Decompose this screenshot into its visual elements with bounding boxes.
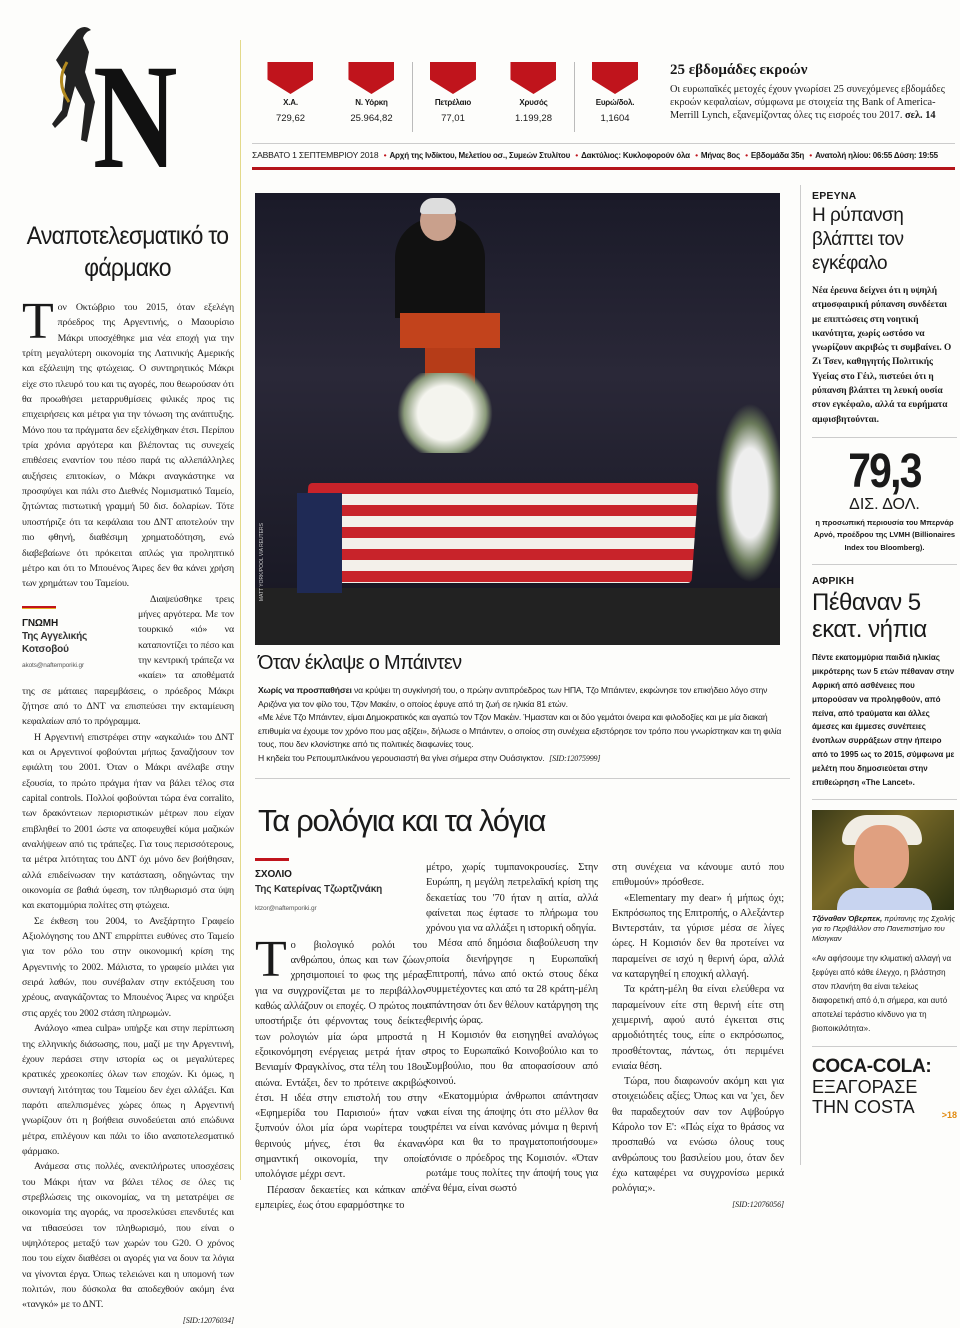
quote: «Αν αφήσουμε την κλιματική αλλαγή να ξεφύγει από κάθε έλεγχο, η βλάστηση στον πλανήτη θα είναι τελείως διαφορετική από ό,τι σήμερα, και αυτό αποτελεί τεράστιο κίνδυνο για τη βιοποικιλότητα». <box>812 954 952 1034</box>
ticker-ase: Χ.Α. 729,62 <box>250 62 331 132</box>
newspaper-logo: N <box>45 22 170 197</box>
story-id: [SID:12075999] <box>549 753 601 763</box>
article-headline: Αναποτελεσματικό το φάρμακο <box>26 222 229 282</box>
down-arrow-icon <box>348 62 394 94</box>
ticker-new-york: Ν. Υόρκη 25.964,82 <box>331 62 412 132</box>
caption-title: Όταν έκλαψε ο Μπάιντεν <box>258 652 462 674</box>
brief-title: 25 εβδομάδες εκροών <box>670 62 808 78</box>
story-id: [SID:12076056] <box>732 1199 784 1209</box>
brief-text: Οι ευρωπαϊκές μετοχές έχουν γνωρίσει 25 συνεχόμενες εβδομάδες εκροών κεφαλαίων, σύμφωνα με στοιχεία της Bank of America-Merrill Lynch, εξανεμίζοντας όλες τις εισροές του 2017. σελ. 14 <box>670 84 945 121</box>
divider <box>255 778 790 779</box>
opinion-byline: ΓΝΩΜΗ Της Αγγελικής Κοτσοβού akots@naftemporiki.gr <box>22 606 130 672</box>
sidebar-briefs: ΕΡΕΥΝΑ Η ρύπανση βλάπτει τον εγκέφαλο Νέα έρευνα δείχνει ότι η υψηλή ατμοσφαιρική ρύπανση συνδέεται με επιπτώσεις στη νοητική ικανότητα, χωρίς ωστόσο να γνωρίζουν ακριβώς τι συμβαίνει. Ο Ζι Τσεν, καθηγητής Πολιτικής Υγείας στο Γέιλ, πιστεύει ότι η ρύπανση βλάπτει τη λευκή ουσία στον εγκέφαλο, αλλά τα ευρήματα αμφισβητούνται. 79,3 ΔΙΣ. ΔΟΛ. η προσωπική περιουσία του Μπερνάρ Αρνό, προέδρου της LVMH (Billionaires Index του Bloomberg). ΑΦΡΙΚΗ Πέθαναν 5 εκατ. νήπια Πέντε εκατομμύρια παιδιά ηλικίας μικρότερης των 5 ετών πέθαναν στην Αφρική από ασθένειες που μπορούσαν να προληφθούν, από πείνα, από τραύματα και άλλες άμεσες και έμμεσες συνέπειες ένοπλων συρράξεων στην ήπειρο από το 1995 ως το 2015, σύμφωνα με μελέτη που δημοσιεύεται στην επιθεώρηση «The Lancet». Τζόναθαν Όβερπεκ, πρύτανης της Σχολής για το Περιβάλλον στο Πανεπιστήμιο του Μίσιγκαν «Αν αφήσουμε την κλιματική αλλαγή να ξεφύγει από κάθε έλεγχο, η βλάστηση στον πλανήτη θα είναι τελείως διαφορετική από ό,τι σήμερα, και αυτό αποτελεί τεράστιο κίνδυνο για τη βιοποικιλότητα». COCA-COLA: ΕΞΑΓΟΡΑΣΕ ΤΗΝ COSTA >18 <box>812 190 957 1125</box>
article-column-2: μέτρο, χωρίς τυμπανοκρουσίες. Στην Ευρώπη, η μεγάλη πετρελαϊκή κρίση της δεκαετίας του '70 ήταν η αιτία, αλλά φαίνεται πως έφτασε το πλήρωμα του χρόνου για να αλλάξει η ιστορική οδηγία. Μέσα από δημόσια διαβούλευση την οποία διενήργησε η Ευρωπαϊκή Επιτροπή, πάνω από οκτώ στους δέκα συμμετέχοντες και από τα 28 κράτη-μέλη απάντησαν ότι δεν θέλουν κατάργηση της θερινής ώρας. Η Κομισιόν θα εισηγηθεί αναλόγως προς το Ευρωπαϊκό Κοινοβούλιο και το Συμβούλιο, που θα αποφασίσουν από κοινού. «Εκατομμύρια άνθρωποι απάντησαν και είναι της άποψης ότι στο μέλλον θα πρέπει να είναι κανόνας μόνιμα η θερινή ώρα και θα το πραγματοποιήσουμε» τόνισε ο πρόεδρος της Κομισιόν. «Όταν ρωτάμε τους πολίτες την άποψή τους για ένα θέμα, είναι σωστό <box>426 862 598 1195</box>
stat-number: 79,3 <box>848 444 921 498</box>
ticker-oil: Πετρέλαιο 77,01 <box>412 62 493 132</box>
article-body: Τον Οκτώβριο του 2015, όταν εξελέγη πρόεδρος της Αργεντινής, ο Μαουρίσιο Μάκρι υποσχέθηκε μια νέα εποχή για την τρίτη μεγαλύτερη οικονομία της Λατινικής Αμερικής και εξάλειψη της φτώχειας. Ο συντηρητικός Μάκρι είχε στο πλευρό του και τις αγορές, που θεωρούσαν ότι θα προωθήσει μεταρρυθμίσεις φιλικές προς τις επιχειρήσεις και μέτρα για την τόνωση της ανάπτυξης. Μόνο που τα πράγματα δεν εξελίχθηκαν έτσι. Περίπου τρία χρόνια αργότερα και βλέποντας τις συνεχείς επιθέσεις εναντίον του πέσο παρά τις αλλεπάλληλες αυξήσεις επιτοκίων, ο Μάκρι αναγκάστηκε να προσφύγει και πάλι στο Διεθνές Νομισματικό Ταμείο, ζητώντας πιστωτική γραμμή 50 δισ. δολαρίων. Τότε υποστήριζε ότι τα κεφάλαια του ΔΝΤ αποτελούν την πιο φθηνή, διαθέσιμη χρηματοδότηση, ενώ διαβεβαίωνε ότι πρόκειται απλώς για προληπτικό μέτρο και ότι το Μπουένος Άιρες δεν θα κάνει χρήση των χρημάτων του Ταμείου. ΓΝΩΜΗ Της Αγγελικής Κοτσοβού akots@naftemporiki.gr Διαψεύσθηκε τρεις μήνες αργότερα. Με τον τουρκικό «ιό» να καταποντίζει το πέσο και την κεντρική τράπεζα να «καίει» τα αποθέματά της σε μάταιες παρεμβάσεις, ο πρόεδρος Μάκρι ζήτησε από το ΔΝΤ να επισπεύσει την εκταμίευση κεφαλαίων από το πρόγραμμα. Η Αργεντινή επιστρέφει στην «αγκαλιά» του ΔΝΤ και οι Αργεντινοί φοβούνται μήπως ξαναζήσουν τον εφιάλτη του 2001. Όταν ο Μάκρι ανέλαβε στην εξουσία, το πρώτο πράγμα ήταν να βάλει τέλος στα capital controls. Πολλοί φοβούνται τώρα ένα corralito, των δρακόντειων περιοριστικών μέτρων που είχαν επιβληθεί το 2001 ώστε να αποφευχθεί κύμα μαζικών αναλήψεων από τις τράπεζες. Για τους περισσότερους, τα μέτρα λιτότητας του ΔΝΤ όχι μόνο δεν βοήθησαν, αλλά επιδείνωσαν την κατάσταση, οδηγώντας την οικονομία σε βαθιά ύφεση, τον πληθωρισμό στα ύψη και εκατομμύρια πολίτες στη φτώχεια. Σε έκθεση του 2004, το Ανεξάρτητο Γραφείο Αξιολόγησης του ΔΝΤ επιρρίπτει ευθύνες στο Ταμείο για τον ρόλο του στην οικονομική κρίση της Αργεντινής το 2002. Μάλιστα, το γραφείο μιλάει για σειρά λαθών, που συνέβαλαν στην εκτόξευση του χρέους, αναγκάζοντας το Μπουένος Άιρες να κηρύξει στις αρχές του 2002 στάση πληρωμών. Ανάλογο «mea culpa» υπήρξε και στην περίπτωση της ελληνικής διάσωσης, που, μαζί με την Αργεντινή, έχουν περάσει στην ιστορία ως οι μεγαλύτερες κρατικές χρεοκοπίες όλων των εποχών. Κι όμως, η συνταγή λιτότητας του Ταμείου δεν έχει αλλάξει. Και παρότι απελπισμένες χώρες όπως η Αργεντινή γνωρίζουν ότι η βοήθεια συνοδεύεται από επώδυνα μέτρα, επιλέγουν και πάλι το ίδιο αναποτελεσματικό φάρμακο. Ανάμεσα στις πολλές, ανεκπλήρωτες υποσχέσεις του Μάκρι ήταν να βάλει τέλος σε όλες τις στρεβλώσεις της οικονομίας, να τη μετατρέψει σε οικονομία της αγοράς, να προσελκύσει επενδυτές και να τιθασεύσει τον πληθωρισμό, που είναι ο υψηλότερος μεταξύ των χωρών του G20. Ο χρόνος που του είχαν διαθέσει οι αγορές για να δουν τα λόγια να γίνονται έργα. Όπως τελειώνει και η υπομονή των πολιτών, που δύσκολα θα αποδεχθούν ακόμη ένα «τανγκό» με το ΔΝΤ. [SID:12076034] <box>22 300 234 1328</box>
brief-title: Πέθαναν 5 εκατ. νήπια <box>812 589 927 644</box>
article-column-3: στη συνέχεια να κάνουμε αυτό που επιθυμούν» πρόσθεσε. «Elementary my dear» ή μήπως όχι; Εκπρόσωπος της Επιτροπής, ο Αλεξάντερ Βιντερστάιν, τα γύρισε μέσα σε λίγες ώρες. Η Κομισιόν δεν θα προτείνει να παραμείνει σε ισχύ η θερινή ώρα, αλλά να καταργηθεί η εποχική αλλαγή. Τα κράτη-μέλη θα είναι ελεύθερα να παραμείνουν είτε στη θερινή είτε στη χειμερινή, αφού αυτό έγκειται στις αρμοδιότητές τους, είπε ο εκπρόσωπος, προσθέτοντας, πάντως, ότι περιμένει ενιαία θέση. Τώρα, που διαφωνούν ακόμη και για στοιχειώδεις αξίες; Όπως και να 'χει, δεν θα παραδεχτούν σαν τον Αψβούργο Κάρολο τον Ε': «Πώς είχα το θράσος να προσπαθώ να ενώσω όλους τους ανθρώπους του βασιλείου μου, όταν δεν έχω καταφέρει να συγχρονίσω μερικά ρολόγια;». [SID:12076056] <box>612 860 784 1212</box>
author-email[interactable]: akots@naftemporiki.gr <box>22 661 84 669</box>
caption-body: Χωρίς να προσπαθήσει να κρύψει τη συγκίνησή του, ο πρώην αντιπρόεδρος των ΗΠΑ, Τζο Μπάιντεν, εκφώνησε τον επικήδειο λόγο στην Αριζόνα για τον φίλο του, Τζον Μακέιν, ο οποίος έφυγε από τη ζωή σε ηλικία 81 ετών. «Με λένε Τζο Μπάιντεν, είμαι Δημοκρατικός και αγαπώ τον Τζον Μακέιν. Ήμασταν και οι δύο γεμάτοι όνειρα και φιλοδοξίες και με μία διακαή επιθυμία να έχουμε τον χρόνο που μας αξίζει», δήλωσε ο Μπάιντεν, ο οποίος στη συνέχεια εξιστόρησε τον τρόπο που γνωρίστηκαν και τη φιλία τους, που δεν κλονίστηκε από τις πολιτικές διαφωνίες τους. Η κηδεία του Ρεπουμπλικάνου γερουσιαστή θα γίνει σήμερα στην Ουάσιγκτον. [SID:12075999] <box>258 685 782 763</box>
biden-funeral-photo <box>255 193 780 645</box>
down-arrow-icon <box>592 62 638 94</box>
outflows-brief <box>670 62 955 122</box>
column-divider <box>800 185 801 1165</box>
author-email[interactable]: ktzor@naftemporiki.gr <box>255 904 317 912</box>
drop-cap: Τ <box>255 930 287 988</box>
market-tickers <box>250 62 655 132</box>
down-arrow-icon <box>430 62 476 94</box>
article-column-1: ΣΧΟΛΙΟ Της Κατερίνας Τζωρτζινάκη ktzor@naftemporiki.gr Το βιολογικό ρολόι του ανθρώπου, όπως και των ζώων, χρησιμοποιεί το φως της μέρας για να συγχρονίζεται με το περιβάλλον καθώς αλλάζουν οι εποχές. Ο πρώτος που υποστήριξε ότι φέρνοντας τους δείκτες των ρολογιών μία ώρα μπροστά η εξοικονόμηση ενέργειας μετρά ήταν ο Βενιαμίν Φραγκλίνος, στα τέλη του 18ου αιώνα. Εντάξει, δεν το πρότεινε ακριβώς έτσι. Η ιδέα στην επιστολή του στην «Εφημερίδα του Παρισιού» ήταν να ξυπνούν όλοι μία ώρα νωρίτερα τους θερινούς μήνες, έτσι θα έκαναν σημαντική οικονομία, την οποία υπολόγισε μέχρι σεντ. Πέρασαν δεκαετίες και κάπκαν από εμπειρίες, έως ότου εφαρμόστηκε το <box>255 888 427 1213</box>
story-id: [SID:12076034] <box>182 1315 234 1325</box>
page-ref: σελ. 14 <box>904 110 936 121</box>
date-bar: ΣΑΒΒΑΤΟ 1 ΣΕΠΤΕΜΒΡΙΟΥ 2018 • Αρχή της Ινδίκτου, Μελετίου οσ., Συμεών Στυλίτου • Δακτύλιος: Κυκλοφορούν όλα • Μήνας 8ος • Εβδομάδα 35η • Ανατολή ηλίου: 06:55 Δύση: 19:55 <box>252 143 955 160</box>
ticker-eurusd: Ευρώ/δολ. 1,1604 <box>574 62 655 132</box>
brief-title: Η ρύπανση βλάπτει τον εγκέφαλο <box>812 205 904 274</box>
overpeck-portrait <box>812 810 954 910</box>
down-arrow-icon <box>510 62 556 94</box>
down-arrow-icon <box>267 62 313 94</box>
photo-credit: MATT YORK/POOL VIA REUTERS <box>259 523 265 602</box>
issue-date: ΣΑΒΒΑΤΟ 1 ΣΕΠΤΕΜΒΡΙΟΥ 2018 <box>252 150 379 160</box>
header-rule <box>252 167 955 170</box>
page-ref[interactable]: >18 <box>941 1110 957 1121</box>
photo-caption: Τζόναθαν Όβερπεκ, πρύτανης της Σχολής για το Περιβάλλον στο Πανεπιστήμιο του Μίσιγκαν <box>812 914 956 944</box>
column-divider <box>240 40 241 1180</box>
comment-byline: ΣΧΟΛΙΟ Της Κατερίνας Τζωρτζινάκη ktzor@naftemporiki.gr <box>255 858 427 916</box>
article-headline: Τα ρολόγια και τα λόγια <box>258 803 546 838</box>
ticker-gold: Χρυσός 1.199,28 <box>493 62 574 132</box>
drop-cap: Τ <box>22 293 54 350</box>
